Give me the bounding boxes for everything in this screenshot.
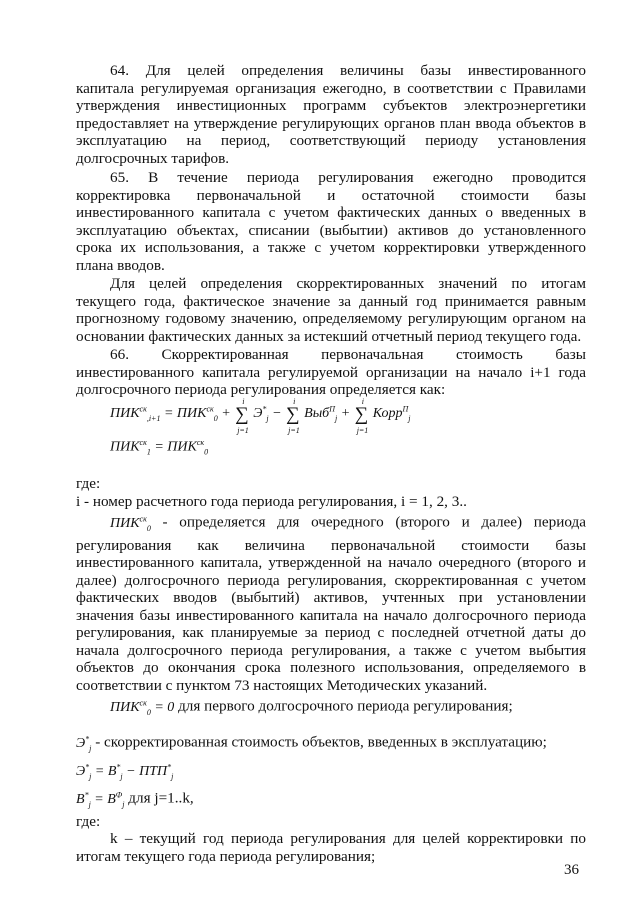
text-line: инвестированного капитала с учетом фактических данных о введенных в [76, 204, 586, 221]
definition-i: i - номер расчетного года периода регулирования, i = 1, 2, 3.. [76, 492, 467, 510]
text-line: $ПИК^{ск}_0 = 0$ для первого долгосрочного периода регулирования; [110, 698, 513, 717]
text-line: соответствии с пунктом 73 настоящих Методических указаний. [76, 676, 488, 694]
text-line: долгосрочных тарифов. [76, 149, 230, 167]
paragraph-fact [76, 275, 586, 345]
text-line: далее) долгосрочного периода регулирования, скорректированная с учетом [76, 571, 586, 589]
text-line: текущего года, фактическое значение за данный год принимается равным [76, 292, 586, 310]
text-line: эксплуатацию на период, соответствующий периоду установления [76, 132, 586, 149]
page-number: 36 [564, 862, 579, 878]
text-line: капитала регулируемая организация ежегодно, в соответствии с Правилами [76, 79, 586, 97]
e-definition-block [76, 730, 586, 865]
text-line: 64. Для целей определения величины базы инвестированного [110, 62, 586, 79]
text-line: регулирования как величина первоначальной стоимости базы [76, 536, 586, 554]
sum-symbol: ∑ i j=1 [354, 397, 369, 435]
text-line: основании фактических данных за истекший отчетный период текущего года. [76, 327, 582, 345]
paragraph-66 [76, 346, 586, 399]
text-line: 66. Скорректированная первоначальная стоимость базы [110, 346, 586, 363]
text-line: инвестированного капитала регулируемой организации на начало i+1 года [76, 363, 586, 381]
sum-symbol: ∑ i j=1 [286, 397, 300, 435]
text-line: корректировка первоначальной и остаточной стоимости базы [76, 186, 586, 204]
text-line: 65. В течение периода регулирования ежегодно проводится [110, 169, 586, 186]
text-line: регулирования, как планируемые за период с последней отчетной даты до [76, 624, 586, 642]
text-line: долгосрочного периода регулирования определяется как: [76, 381, 446, 398]
text-line: эксплуатацию объектах, списании (выбытии) активов до установленного [76, 221, 586, 239]
definitions-block [76, 475, 586, 721]
text-line: $Э^*_j$ - скорректированная стоимость объектов, введенных в эксплуатацию; [76, 733, 547, 753]
text-line: предоставляет на утверждение регулирующих органов план ввода объектов в [76, 114, 586, 132]
gde-label: где: [76, 812, 101, 830]
text-line: значения базы инвестированного капитала на начало долгосрочного периода [76, 606, 586, 624]
text-line: плана вводов. [76, 256, 165, 274]
text-line: $ПИК^{ск}_0$ - определяется для очередного (второго и далее) периода [110, 513, 586, 533]
sum-symbol: ∑ i j=1 [235, 397, 249, 435]
text-line: фактических вводов (выбытий) активов, учтенных при установлении [76, 589, 586, 607]
text-line: k – текущий год периода регулирования для целей корректировки по [110, 830, 586, 848]
text-line: объектов до окончания срока полезного использования, определяемого в [76, 659, 586, 677]
text-line: начала долгосрочного периода регулирования, а также с учетом выбытия [76, 641, 586, 659]
formula-b-line: $B^*_j = B^Ф_j$ для j=1..k, [76, 789, 194, 809]
formula-pik-initial: $ПИК^{ск}_1 = ПИК^{ск}_0$ [110, 438, 209, 457]
text-line: прогнозному годовому значению, определяемому регулирующим органом на [76, 310, 586, 327]
gde-label: где: [76, 475, 101, 492]
text-line: итогам текущего года периода регулирования; [76, 847, 376, 865]
text-line: Для целей определения скорректированных значений по итогам [110, 275, 586, 292]
formula-e-line: $Э^*_j = B^*_j - ПТП^*_j$ [76, 761, 174, 781]
text-line: срока их использования, а также с учетом корректировки утвержденного [76, 239, 586, 256]
text-line: инвестированного капитала, утвержденной на начало очередного (второго и [76, 554, 586, 572]
formula-pik-update: $ПИК^{ск}_{,i+1} = ПИК^{ск}_0$ + ∑ i j=1 $Э^*_j$ − ∑ i j=1 Выб$^П_j$ + ∑ i j=1 Корр$^П_j$ [110, 397, 411, 435]
paragraph-65 [76, 169, 586, 274]
paragraph-64 [76, 62, 586, 167]
text-line: утверждения инвестиционных программ субъектов электроэнергетики [76, 97, 586, 114]
